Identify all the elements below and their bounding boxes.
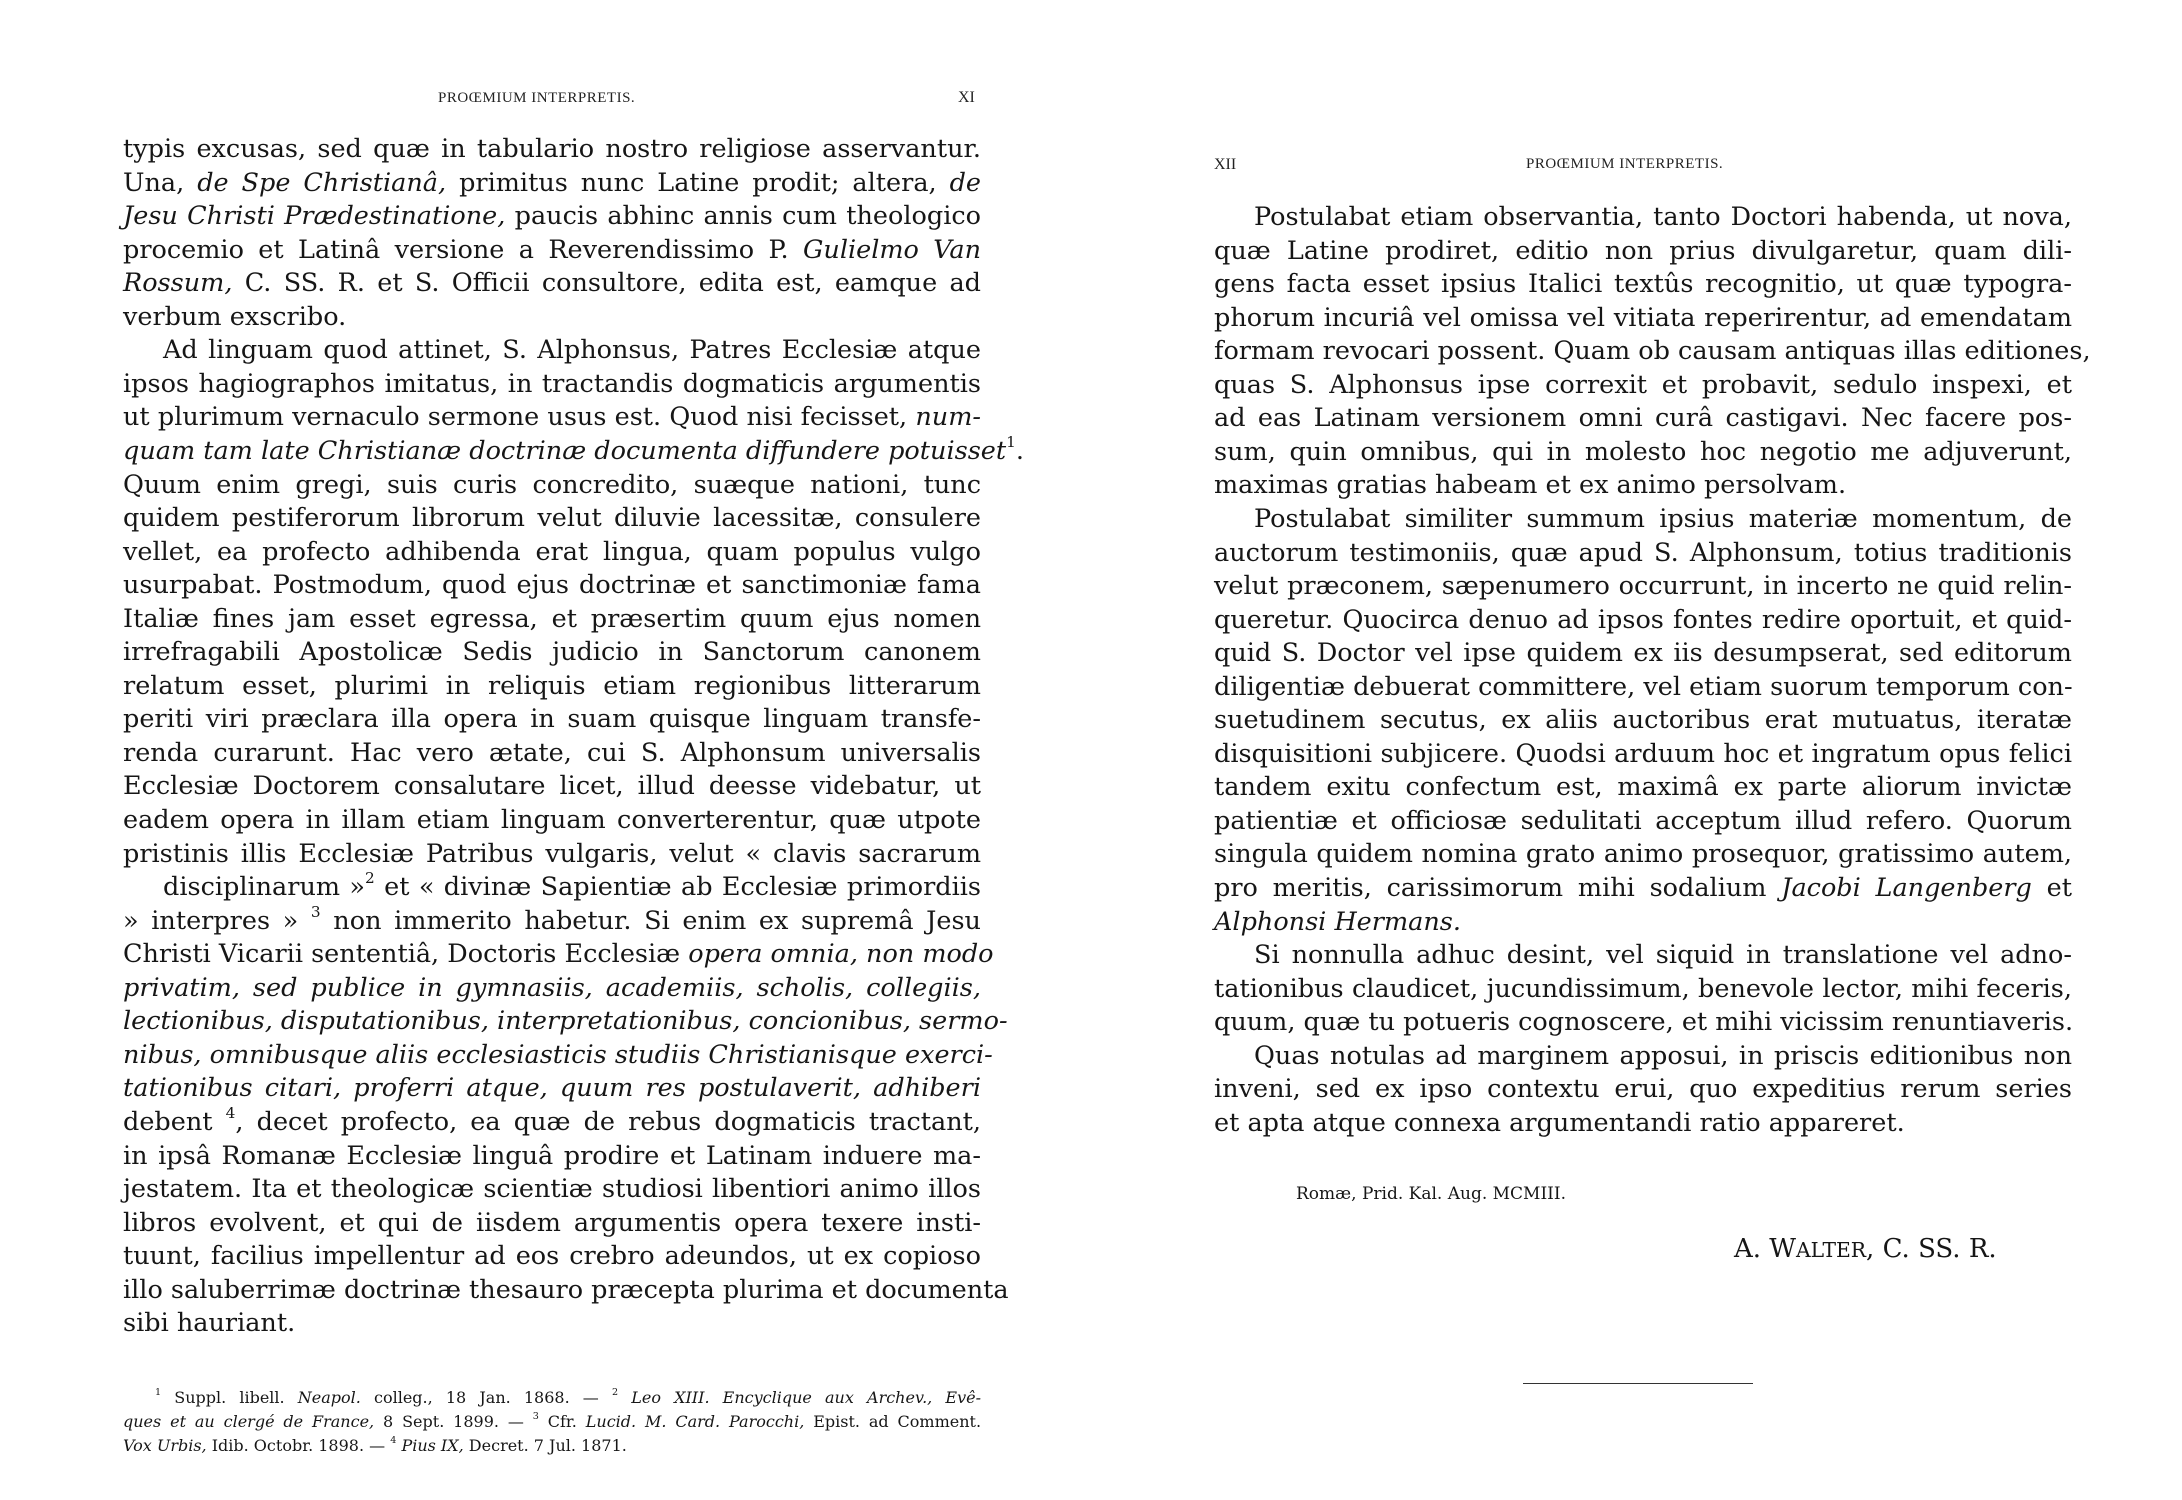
text-line: tandem exitu confectum est, maximâ ex parte aliorum invictæ [1214,772,2072,803]
text-line: lectionibus, disputationibus, interpretationibus, concionibus, sermo- [123,1006,1008,1037]
text-line: pristinis illis Ecclesiæ Patribus vulgaris, velut « clavis sacrarum [123,838,981,869]
text-line: singula quidem nomina grato animo prosequor, gratissimo autem, [1214,839,2072,870]
text-line: sibi hauriant. [123,1308,296,1339]
text-line: Ecclesiæ Doctorem consalutare licet, illud deesse videbatur, ut [123,771,981,802]
page-number: XII [1214,156,1237,173]
text-line: ipsos hagiographos imitatus, in tractandis dogmaticis argumentis [123,368,981,399]
footnote-line: $^1$ Suppl. libell. Neapol. colleg., 18 Jan. 1868. — $^2$ Leo XIII. Encyclique aux Archev., Evê- [155,1387,982,1407]
text-line: formam revocari possent. Quam ob causam antiquas illas editiones, [1214,336,2091,367]
text-line: Italiæ fines jam esset egressa, et præsertim quum ejus nomen [123,603,981,634]
text-line: inveni, sed ex ipso contextu erui, quo expeditius rerum series [1214,1074,2072,1105]
page-number: XI [958,89,975,106]
text-line: Postulabat similiter summum ipsius materiæ momentum, de [1254,503,2072,534]
text-line: relatum esset, plurimi in reliquis etiam regionibus litterarum [123,670,981,701]
text-line: auctorum testimoniis, quæ apud S. Alphonsum, totius traditionis [1214,537,2072,568]
date-line: Romæ, Prid. Kal. Aug. MCMIII. [1296,1184,1566,1204]
text-line: pro meritis, carissimorum mihi sodalium Jacobi Langenberg et [1214,873,2072,903]
text-line: illo saluberrimæ doctrinæ thesauro præcepta plurima et documenta [123,1274,1009,1305]
text-line: privatim, sed publice in gymnasiis, academiis, scholis, collegiis, [123,972,981,1003]
text-line: et apta atque connexa argumentandi ratio appareret. [1214,1107,1905,1138]
left-page [0,0,1090,1500]
text-line: queretur. Quocirca denuo ad ipsos fontes redire oportuit, et quid- [1214,604,2072,635]
text-line: maximas gratias habeam et ex animo persolvam. [1214,470,1847,501]
text-line: procemio et Latinâ versione a Reverendissimo P. Gulielmo Van [123,234,981,265]
text-line: quum, quæ tu potueris cognoscere, et mihi vicissim renuntiaveris. [1214,1007,2074,1038]
text-line: Postulabat etiam observantia, tanto Doctori habenda, ut nova, [1254,202,2072,232]
text-line: disquisitioni subjicere. Quodsi arduum hoc et ingratum opus felici [1214,738,2072,769]
text-line: patientiæ et officiosæ sedulitati acceptum illud refero. Quorum [1214,805,2072,836]
text-line: sum, quin omnibus, qui in molesto hoc negotio me adjuverunt, [1214,436,2072,467]
text-line: eadem opera in illam etiam linguam converterentur, quæ utpote [123,805,981,835]
text-line: disciplinarum »$^2$ et « divinæ Sapientiæ ab Ecclesiæ primordiis [163,869,982,903]
text-line: Una, de Spe Christianâ, primitus nunc Latine prodit; altera, de [123,167,982,198]
running-head: PROŒMIUM INTERPRETIS. [1526,156,1724,172]
text-line: usurpabat. Postmodum, quod ejus doctrinæ et sanctimoniæ fama [123,570,981,601]
text-line: nibus, omnibusque aliis ecclesiasticis studiis Christianisque exerci- [123,1039,993,1070]
text-line: debent $^4$, decet profecto, ea quæ de rebus dogmaticis tractant, [123,1104,981,1137]
text-line: suetudinem secutus, ex aliis auctoribus erat mutuatus, iteratæ [1214,705,2072,736]
text-line: tuunt, facilius impellentur ad eos crebro adeundos, ut ex copioso [123,1241,981,1272]
running-head: PROŒMIUM INTERPRETIS. [438,90,636,106]
text-line: » interpres » $^3$ non immerito habetur. Si enim ex supremâ Jesu [123,902,981,936]
text-line: irrefragabili Apostolicæ Sedis judicio in Sanctorum canonem [123,637,981,668]
text-line: Quum enim gregi, suis curis concredito, suæque nationi, tunc [123,469,981,500]
text-line: diligentiæ debuerat committere, vel etiam suorum temporum con- [1214,671,2073,702]
text-line: periti viri præclara illa opera in suam quisque linguam transfe- [123,704,981,735]
text-line: in ipsâ Romanæ Ecclesiæ linguâ prodire et Latinam induere ma- [123,1140,981,1171]
text-line: vellet, ea profecto adhibenda erat lingua, quam populus vulgo [123,536,981,567]
text-line: libros evolvent, et qui de iisdem argumentis opera texere insti- [123,1207,981,1238]
text-line: jestatem. Ita et theologicæ scientiæ studiosi libentiori animo illos [123,1174,981,1205]
text-line: quæ Latine prodiret, editio non prius divulgaretur, quam dili- [1214,235,2072,266]
text-line: tationibus claudicet, jucundissimum, benevole lector, mihi feceris, [1214,973,2072,1004]
end-rule [1523,1383,1753,1384]
text-line: Ad linguam quod attinet, S. Alphonsus, Patres Ecclesiæ atque [163,335,981,366]
footnote-line: Vox Urbis, Idib. Octobr. 1898. — $^4$ Pius IX, Decret. 7 Jul. 1871. [123,1435,627,1455]
signature: A. WALTER, C. SS. R. [1734,1234,1997,1264]
text-line: renda curarunt. Hac vero ætate, cui S. Alphonsum universalis [123,737,981,768]
text-line: ut plurimum vernaculo sermone usus est. Quod nisi fecisset, num- [123,402,981,433]
text-line: ad eas Latinam versionem omni curâ castigavi. Nec facere pos- [1214,403,2072,434]
right-page [1091,0,2182,1500]
text-line: quas S. Alphonsus ipse correxit et probavit, sedulo inspexi, et [1214,369,2072,400]
text-line: Alphonsi Hermans. [1214,906,1461,937]
footnote-line: ques et au clergé de France, 8 Sept. 1899. — $^3$ Cfr. Lucid. M. Card. Parocchi, Epist. ad Comment. [123,1411,982,1431]
text-line: verbum exscribo. [123,301,347,332]
text-line: tationibus citari, proferri atque, quum res postulaverit, adhiberi [123,1073,981,1104]
text-line: Si nonnulla adhuc desint, vel siquid in translatione vel adno- [1254,940,2072,971]
text-line: quid S. Doctor vel ipse quidem ex iis desumpserat, sed editorum [1214,638,2072,669]
text-line: Christi Vicarii sententiâ, Doctoris Ecclesiæ opera omnia, non modo [123,939,994,970]
text-line: typis excusas, sed quæ in tabulario nostro religiose asservantur. [123,134,981,164]
text-line: quam tam late Christianæ doctrinæ documenta diffundere potuisset$^1$. [123,433,1024,466]
text-line: quidem pestiferorum librorum velut diluvie lacessitæ, consulere [123,503,981,534]
text-line: gens facta esset ipsius Italici textûs recognitio, ut quæ typogra- [1214,269,2072,300]
text-line: Quas notulas ad marginem apposui, in priscis editionibus non [1254,1040,2072,1071]
text-line: Jesu Christi Prædestinatione, paucis abhinc annis cum theologico [123,201,981,232]
text-line: phorum incuriâ vel omissa vel vitiata reperirentur, ad emendatam [1214,302,2072,333]
text-line: velut præconem, sæpenumero occurrunt, in incerto ne quid relin- [1214,571,2072,602]
text-line: Rossum, C. SS. R. et S. Officii consultore, edita est, eamque ad [123,268,981,299]
